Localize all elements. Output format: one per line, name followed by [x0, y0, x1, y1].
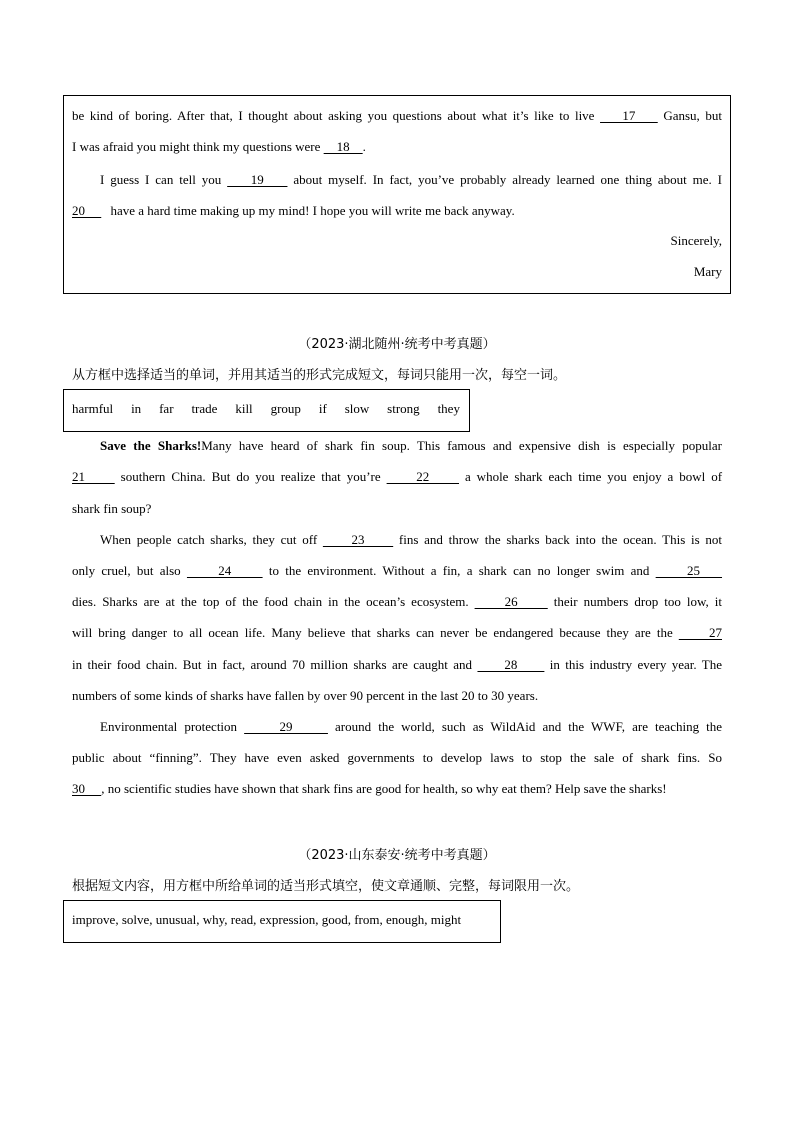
word-item: slow [344, 401, 370, 416]
blank-19[interactable]: 19 [227, 172, 288, 187]
text: Many have heard of shark fin soup. This famous and expensive dish is especially popular [201, 438, 722, 453]
p2-line-3 [72, 594, 722, 610]
text: have a hard time making up my mind! I hope you will write me back anyway. [110, 203, 515, 218]
text: their numbers drop too low, it [553, 594, 722, 609]
blank-28[interactable]: 28 [477, 657, 545, 672]
word-bank [72, 401, 460, 417]
text: be kind of boring. After that, I thought about asking you questions about what it’s like to live [72, 108, 595, 123]
blank-29[interactable]: 29 [244, 719, 328, 734]
passage-title: Save the Sharks! [100, 438, 202, 453]
blank-30[interactable]: 30 [72, 781, 102, 796]
text: only cruel, but also [72, 563, 181, 578]
p2-line-2 [72, 563, 722, 579]
blank-17[interactable]: 17 [600, 108, 658, 123]
text: , no scientific studies have shown that shark fins are good for health, so why eat them? Help save the sharks! [101, 781, 667, 796]
word-item: kill [235, 401, 253, 416]
blank-27[interactable]: 27 [678, 625, 722, 640]
text: in this industry every year. The [549, 657, 723, 672]
letter-line-3 [100, 172, 722, 188]
text: about myself. In fact, you’ve probably already learned one thing about me. I [293, 172, 723, 187]
word-item: in [131, 401, 142, 416]
letter-signature: Mary [693, 264, 722, 279]
blank-22[interactable]: 22 [386, 469, 460, 484]
word-item: strong [387, 401, 420, 416]
source-label-2: （2023·山东泰安·统考中考真题） [298, 848, 496, 863]
word-item: group [270, 401, 301, 416]
text: will bring danger to all ocean life. Many believe that sharks can never be endangered because they are the [72, 625, 673, 640]
letter-line-2 [72, 139, 366, 155]
text: Environmental protection [100, 719, 238, 734]
word-bank-2: improve, solve, unusual, why, read, expression, good, from, enough, might [72, 912, 462, 927]
p3-line-1 [100, 719, 722, 735]
letter-closing: Sincerely, [670, 233, 722, 248]
instruction-text-2: 根据短文内容，用方框中所给单词的适当形式填空，使文章通顺、完整，每词限用一次。 [72, 879, 580, 894]
p2-line-6: numbers of some kinds of sharks have fallen by over 90 percent in the last 20 to 30 years. [72, 688, 539, 703]
word-item: if [318, 401, 327, 416]
p1-line-2 [72, 469, 722, 485]
p1-line-3: shark fin soup? [72, 501, 152, 516]
word-item: they [437, 401, 460, 416]
letter-box [63, 95, 731, 294]
source-label: （2023·湖北随州·统考中考真题） [298, 337, 496, 352]
text: When people catch sharks, they cut off [100, 532, 318, 547]
instruction-text: 从方框中选择适当的单词，并用其适当的形式完成短文，每词只能用一次，每空一词。 [72, 368, 567, 383]
text: Gansu, but [663, 108, 722, 123]
p2-line-5 [72, 657, 722, 673]
letter-line-4 [72, 203, 515, 219]
text: fins and throw the sharks back into the ocean. This is not [398, 532, 723, 547]
text: to the environment. Without a fin, a shark can no longer swim and [268, 563, 650, 578]
p3-line-2: public about “finning”. They have even asked governments to develop laws to stop the sale of shark fins. So [72, 750, 722, 765]
text: in their food chain. But in fact, around 70 million sharks are caught and [72, 657, 473, 672]
blank-20[interactable]: 20 [72, 203, 102, 218]
blank-23[interactable]: 23 [322, 532, 394, 547]
blank-24[interactable]: 24 [186, 563, 263, 578]
letter-line-1 [72, 108, 722, 124]
blank-25[interactable]: 25 [655, 563, 723, 578]
p2-line-4 [72, 625, 722, 641]
text: . [362, 139, 366, 154]
blank-26[interactable]: 26 [474, 594, 548, 609]
word-item: harmful [72, 401, 114, 416]
text: I guess I can tell you [100, 172, 222, 187]
blank-18[interactable]: 18 [323, 139, 363, 154]
word-item: trade [191, 401, 218, 416]
word-item: far [159, 401, 174, 416]
text: a whole shark each time you enjoy a bowl of [464, 469, 723, 484]
text: southern China. But do you realize that you’re [120, 469, 381, 484]
text: I was afraid you might think my questions were [72, 139, 321, 154]
blank-21[interactable]: 21 [72, 469, 115, 484]
text: dies. Sharks are at the top of the food chain in the ocean’s ecosystem. [72, 594, 469, 609]
p1-line-1 [100, 438, 722, 454]
p2-line-1 [100, 532, 722, 548]
p3-line-3 [72, 781, 667, 797]
text: around the world, such as WildAid and the WWF, are teaching the [335, 719, 723, 734]
